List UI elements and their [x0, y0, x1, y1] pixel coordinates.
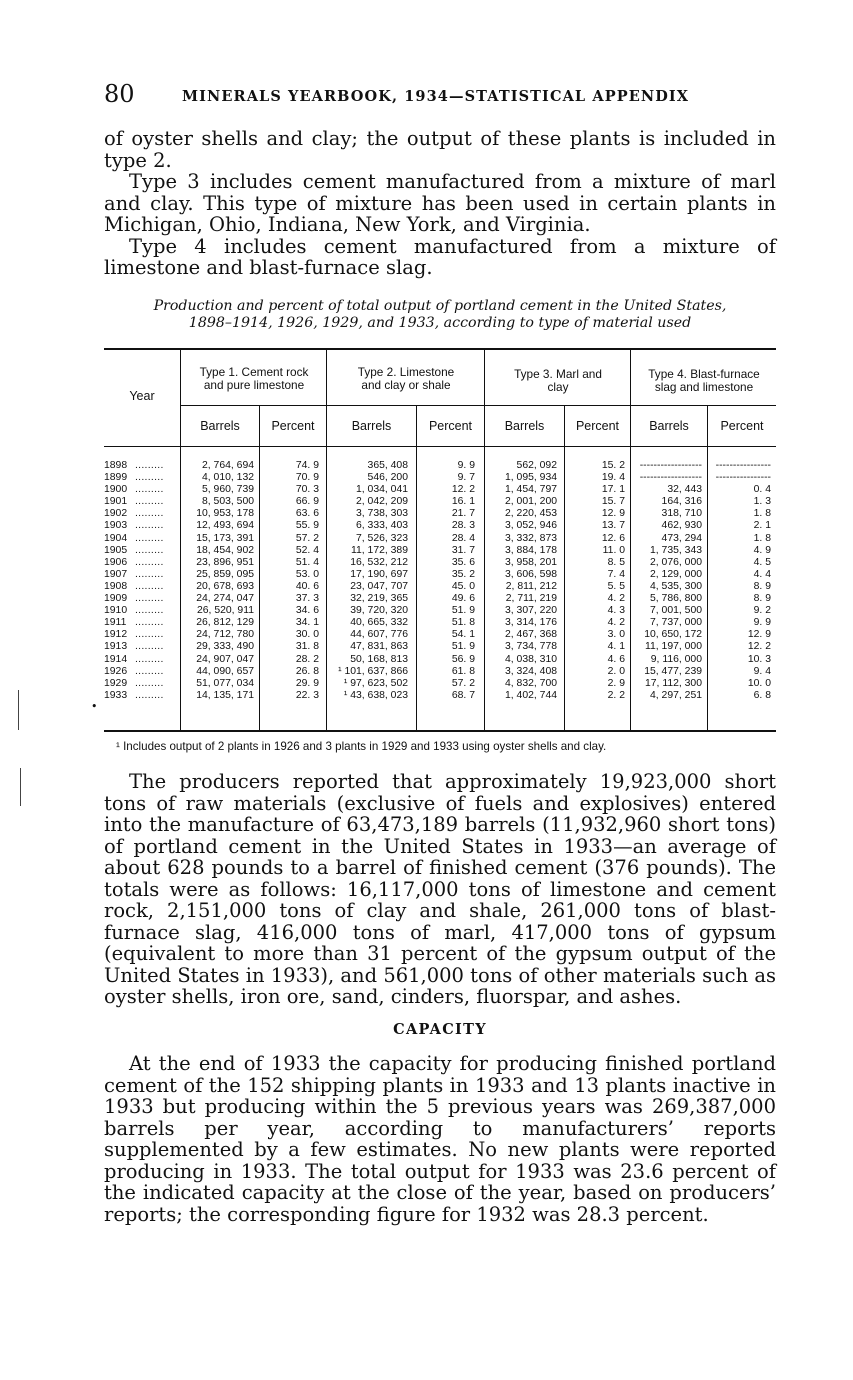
type2-header-line-2: and clay or shale [361, 378, 451, 392]
table-cell: 5, 960, 739 [202, 484, 254, 496]
table-cell: 9. 9 [753, 617, 771, 629]
table-cell: ¹ 101, 637, 866 [338, 665, 408, 677]
type2-percent-column [417, 460, 475, 702]
table-cell: 8, 503, 500 [202, 496, 254, 508]
table-cell: ......... [135, 556, 164, 568]
table-caption [104, 298, 776, 332]
column-rule [484, 348, 485, 731]
table-cell: 4, 010, 132 [202, 472, 254, 484]
table-cell: 9. 9 [457, 460, 475, 471]
table-cell: 3. 0 [607, 629, 625, 641]
subheader-percent: Percent [428, 419, 473, 433]
type4-barrels-column [632, 460, 702, 702]
table-cell: ......... [135, 580, 164, 592]
table-cell: 1, 034, 041 [356, 484, 408, 496]
subheader-percent: Percent [575, 419, 620, 433]
table-cell: 17. 1 [601, 484, 625, 496]
type4-header-line-1: Type 4. Blast-furnace [648, 367, 760, 381]
subheader-barrels: Barrels [200, 419, 240, 433]
table-cell: 4. 2 [607, 617, 625, 629]
table-cell: 29. 9 [295, 677, 319, 689]
table-cell: 5, 786, 800 [650, 593, 702, 605]
table-cell: 54. 1 [451, 629, 475, 641]
table-cell: 1898 [104, 460, 128, 471]
table-cell: 2, 711, 219 [505, 593, 557, 605]
intro-paragraph-2: Type 3 includes cement manufactured from a mixture of marl and clay. This type of mixture has been used in certain plants in Michigan, Ohio, Indiana, New York, and Virginia. [104, 170, 776, 236]
table-cell: 51. 9 [451, 605, 475, 617]
table-cell: ......... [135, 484, 164, 496]
page-number: 80 [104, 80, 135, 108]
table-cell: 23, 047, 707 [350, 580, 408, 592]
table-cell: 1, 402, 744 [505, 689, 557, 701]
table-cell: 26. 8 [295, 665, 319, 677]
table-cell: 2. 9 [607, 677, 625, 689]
subheader-percent: Percent [720, 419, 764, 433]
table-cell: 11, 172, 389 [350, 544, 408, 556]
table-cell: ......... [135, 520, 164, 532]
table-cell: 5. 5 [607, 580, 625, 592]
table-cell: 51. 4 [295, 556, 319, 568]
table-cell: 318, 710 [661, 508, 702, 520]
type3-header-line-2: clay [547, 380, 569, 394]
table-cell: 25, 859, 095 [196, 568, 254, 580]
table-cell: 28. 3 [451, 520, 475, 532]
table-cell: ......... [135, 605, 164, 617]
table-cell: ......... [135, 689, 164, 701]
table-cell: 44, 607, 776 [350, 629, 408, 641]
table-cell: 57. 2 [295, 532, 319, 544]
table-cell: 4. 1 [607, 641, 625, 653]
table-cell: 10. 0 [747, 677, 771, 689]
table-cell: 1899 [104, 472, 128, 484]
table-cell: 18, 454, 902 [196, 544, 254, 556]
table-cell: ......... [135, 532, 164, 544]
table-cell: 9. 4 [753, 665, 771, 677]
table-cell: 10, 650, 172 [644, 629, 702, 641]
table-cell: 462, 930 [661, 520, 702, 532]
table-cell: 1907 [104, 568, 128, 580]
table-cell: 12. 9 [747, 629, 771, 641]
type4-header-line-2: slag and limestone [654, 380, 754, 394]
table-cell: 1913 [104, 641, 128, 653]
table-cell: 2. 0 [607, 665, 625, 677]
table-cell: 4. 6 [607, 653, 625, 665]
intro-paragraph-3: Type 4 includes cement manufactured from a mixture of limestone and blast-furnace slag. [104, 234, 776, 279]
table-cell: 2, 042, 209 [356, 496, 408, 508]
table-cell: 15, 173, 391 [196, 532, 254, 544]
table-cell: 56. 9 [451, 653, 475, 665]
table-cell: 4, 038, 310 [505, 653, 557, 665]
table-cell: 473, 294 [661, 532, 702, 544]
table-cell: ......... [135, 472, 164, 484]
table-cell: 20, 678, 693 [196, 580, 254, 592]
type1-percent-column [261, 460, 319, 702]
type4-header [632, 368, 776, 394]
table-cell: 12. 6 [601, 532, 625, 544]
table-bottom-rule [104, 730, 776, 732]
table-cell: 19. 4 [601, 472, 625, 484]
table-cell: 11. 0 [602, 544, 625, 556]
table-cell: 51, 077, 034 [196, 677, 254, 689]
table-cell: 9, 116, 000 [650, 653, 702, 665]
table-cell: 26, 520, 911 [196, 605, 254, 617]
table-cell: 12. 2 [747, 641, 771, 653]
table-cell: ......... [135, 629, 164, 641]
table-cell: 68. 7 [451, 689, 475, 701]
table-cell: ¹ 97, 623, 502 [343, 677, 408, 689]
table-cell: 8. 5 [607, 556, 625, 568]
table-cell: 2, 001, 200 [505, 496, 557, 508]
table-cell: ......... [135, 641, 164, 653]
type2-barrels-column [326, 460, 408, 702]
table-cell: 3, 314, 176 [505, 617, 557, 629]
type1-header-line-2: and pure limestone [203, 378, 305, 392]
table-cell: 1929 [104, 677, 128, 689]
column-rule [707, 405, 708, 731]
table-cell: 1910 [104, 605, 128, 617]
year-header: Year [129, 389, 155, 403]
table-cell: 4. 2 [607, 593, 625, 605]
table-cell: 1. 8 [753, 508, 771, 520]
table-cell: 63. 6 [295, 508, 319, 520]
table-cell: 1, 735, 343 [650, 544, 702, 556]
table-cell: 1911 [104, 617, 127, 629]
table-cell: 4. 3 [607, 605, 625, 617]
row-marker: • [91, 700, 98, 713]
table-cell: 1904 [104, 532, 128, 544]
materials-text [104, 771, 776, 1008]
table-cell: 164, 316 [661, 496, 702, 508]
table-cell: 1. 3 [753, 496, 771, 508]
table-cell: 12, 493, 694 [196, 520, 254, 532]
table-cell: 51. 9 [451, 641, 475, 653]
table-cell: 4, 297, 251 [650, 689, 702, 701]
table-cell: 55. 9 [295, 520, 319, 532]
table-cell: ......... [135, 460, 164, 471]
table-cell: ¹ 43, 638, 023 [343, 689, 408, 701]
table-cell: 4. 9 [753, 544, 771, 556]
table-cell: 4, 535, 300 [650, 580, 702, 592]
type4-percent-column [709, 460, 771, 702]
type2-header-line-1: Type 2. Limestone [357, 365, 455, 379]
table-cell: 28. 4 [451, 532, 475, 544]
table-cell: 40. 6 [295, 580, 319, 592]
table-cell: ......... [135, 568, 164, 580]
table-cell: 50, 168, 813 [350, 653, 408, 665]
table-cell: 365, 408 [367, 460, 408, 471]
table-cell: 14, 135, 171 [196, 689, 254, 701]
margin-mark [18, 690, 19, 730]
table-top-rule [104, 348, 776, 350]
table-cell: 2, 811, 212 [505, 580, 557, 592]
table-cell: 1926 [104, 665, 128, 677]
table-cell: 1, 454, 797 [505, 484, 557, 496]
table-cell: 3, 324, 408 [505, 665, 557, 677]
table-cell: ------------------ [639, 472, 702, 484]
type1-header [182, 366, 326, 392]
table-cell: 3, 884, 178 [505, 544, 557, 556]
table-cell: ......... [135, 665, 164, 677]
table-cell: ......... [135, 617, 164, 629]
table-caption-line-1: Production and percent of total output of portland cement in the United States, [153, 298, 727, 314]
table-cell: 562, 092 [516, 460, 557, 471]
type1-barrels-column [182, 460, 254, 702]
capacity-text [104, 1053, 776, 1225]
table-cell: 15. 2 [601, 460, 625, 471]
table-cell: 45. 0 [451, 580, 475, 592]
table-cell: 1, 095, 934 [505, 472, 557, 484]
table-cell: 24, 712, 780 [196, 629, 254, 641]
table-cell: 2, 076, 000 [650, 556, 702, 568]
table-cell: 2, 764, 694 [202, 460, 254, 471]
table-cell: 31. 7 [451, 544, 475, 556]
table-cell: 37. 3 [295, 593, 319, 605]
table-cell: 7, 737, 000 [650, 617, 702, 629]
table-cell: 9. 2 [753, 605, 771, 617]
table-cell: 3, 307, 220 [505, 605, 557, 617]
table-caption-line-2: 1898–1914, 1926, 1929, and 1933, according to type of material used [188, 315, 692, 331]
table-footnote: ¹ Includes output of 2 plants in 1926 and 3 plants in 1929 and 1933 using oyster shells and clay. [116, 740, 607, 753]
subheader-barrels: Barrels [351, 419, 392, 433]
table-cell: 1900 [104, 484, 128, 496]
capacity-paragraph: At the end of 1933 the capacity for producing finished portland cement of the 152 shipping plants in 1933 and 13 plants inactive in 1933 but producing within the 5 previous years was 269,387,000 barrels per year, according to manufacturers’ reports supplemented by a few estimates. No new plants were reported producing in 1933. The total output for 1933 was 23.6 percent of the indicated capacity at the close of the year, based on producers’ reports; the corresponding figure for 1932 was 28.3 percent. [104, 1052, 776, 1226]
materials-paragraph: The producers reported that approximately 19,923,000 short tons of raw materials (exclusive of fuels and explosives) entered into the manufacture of 63,473,189 barrels (11,932,960 short tons) of portland cement in the United States in 1933—an average of about 628 pounds to a barrel of finished cement (376 pounds). The totals were as follows: 16,117,000 tons of limestone and cement rock, 2,151,000 tons of clay and shale, 261,000 tons of blast-furnace slag, 416,000 tons of marl, 417,000 tons of gypsum (equivalent to more than 31 percent of the gypsum output of the United States in 1933), and 561,000 tons of other materials such as oyster shells, iron ore, sand, cinders, fluorspar, and ashes. [104, 770, 776, 1008]
table-cell: 1903 [104, 520, 128, 532]
table-cell: 70. 9 [295, 472, 319, 484]
subheader-barrels: Barrels [649, 419, 689, 433]
table-cell: 2, 129, 000 [650, 568, 702, 580]
table-cell: 34. 6 [295, 605, 319, 617]
table-cell: 1. 8 [753, 532, 771, 544]
table-cell: 10, 953, 178 [196, 508, 254, 520]
table-cell: 35. 2 [451, 568, 475, 580]
group-header-rule [180, 405, 776, 406]
table-cell: 2, 467, 368 [505, 629, 557, 641]
table-cell: ------------------ [639, 460, 702, 471]
table-cell: ---------------- [715, 460, 771, 471]
table-cell: 7. 4 [607, 568, 625, 580]
table-cell: 28. 2 [295, 653, 319, 665]
table-cell: 1933 [104, 689, 128, 701]
table-cell: 3, 734, 778 [505, 641, 557, 653]
table-cell: 32, 443 [667, 484, 702, 496]
table-cell: 16. 1 [451, 496, 475, 508]
table-cell: 40, 665, 332 [350, 617, 408, 629]
year-column [104, 460, 138, 702]
table-cell: 12. 2 [451, 484, 475, 496]
table-cell: 11, 197, 000 [644, 641, 702, 653]
table-cell: 3, 606, 598 [505, 568, 557, 580]
type2-header [328, 366, 484, 392]
table-cell: 32, 219, 365 [350, 593, 408, 605]
column-rule [630, 348, 631, 731]
table-cell: 30. 0 [295, 629, 319, 641]
table-cell: 7, 001, 500 [650, 605, 702, 617]
table-cell: 3, 958, 201 [505, 556, 557, 568]
table-cell: 21. 7 [451, 508, 475, 520]
table-cell: 1912 [104, 629, 128, 641]
table-cell: 3, 738, 303 [356, 508, 408, 520]
table-cell: ......... [135, 653, 164, 665]
table-cell: 17, 112, 300 [644, 677, 702, 689]
table-cell: 35. 6 [451, 556, 475, 568]
running-head [104, 80, 776, 110]
table-cell: 51. 8 [451, 617, 475, 629]
table-cell: 15. 7 [601, 496, 625, 508]
subheader-percent: Percent [271, 419, 315, 433]
table-cell: ......... [135, 544, 164, 556]
table-cell: 24, 274, 047 [196, 593, 254, 605]
table-cell: 12. 9 [601, 508, 625, 520]
table-cell: 23, 896, 951 [196, 556, 254, 568]
table-cell: 4. 5 [753, 556, 771, 568]
subheader-barrels: Barrels [504, 419, 545, 433]
column-rule [180, 348, 181, 731]
table-cell: 10. 3 [747, 653, 771, 665]
table-cell: 1914 [104, 653, 128, 665]
table-cell: 0. 4 [753, 484, 771, 496]
table-cell: 546, 200 [367, 472, 408, 484]
table-cell: 1908 [104, 580, 128, 592]
table-cell: 47, 831, 863 [350, 641, 408, 653]
margin-mark [20, 768, 21, 806]
table-cell: 6, 333, 403 [356, 520, 408, 532]
table-cell: 70. 3 [295, 484, 319, 496]
table-cell: 24, 907, 047 [196, 653, 254, 665]
table-cell: 34. 1 [295, 617, 319, 629]
table-cell: 49. 6 [451, 593, 475, 605]
type3-header-line-1: Type 3. Marl and [514, 367, 602, 381]
table-cell: ......... [135, 496, 164, 508]
table-cell: 44, 090, 657 [196, 665, 254, 677]
column-rule [259, 405, 260, 731]
table-cell: 4, 832, 700 [505, 677, 557, 689]
table-cell: 9. 7 [457, 472, 475, 484]
table-cell: 2. 1 [753, 520, 771, 532]
table-cell: 17, 190, 697 [350, 568, 408, 580]
table-cell: 1901 [104, 496, 128, 508]
capacity-heading: CAPACITY [393, 1021, 487, 1038]
table-cell: 2. 2 [607, 689, 625, 701]
table-cell: 6. 8 [753, 689, 771, 701]
table-cell: 66. 9 [295, 496, 319, 508]
table-cell: 52. 4 [295, 544, 319, 556]
intro-paragraph-1: of oyster shells and clay; the output of these plants is included in type 2. [104, 127, 776, 172]
table-cell: 26, 812, 129 [196, 617, 254, 629]
table-cell: ---------------- [715, 472, 771, 484]
type1-header-line-1: Type 1. Cement rock [199, 365, 309, 379]
table-cell: ......... [135, 677, 164, 689]
table-cell: ......... [135, 593, 164, 605]
table-cell: 39, 720, 320 [350, 605, 408, 617]
type3-barrels-column [486, 460, 557, 702]
table-cell: 74. 9 [295, 460, 319, 471]
table-cell: 53. 0 [295, 568, 319, 580]
table-cell: 61. 8 [451, 665, 475, 677]
table-cell: 4. 4 [753, 568, 771, 580]
table-cell: 31. 8 [295, 641, 319, 653]
table-cell: 1909 [104, 593, 128, 605]
table-cell: 8. 9 [753, 580, 771, 592]
subheader-rule [104, 446, 776, 447]
production-table [104, 348, 776, 732]
table-cell: ......... [135, 508, 164, 520]
table-cell: 1902 [104, 508, 128, 520]
table-cell: 15, 477, 239 [644, 665, 702, 677]
type3-percent-column [565, 460, 625, 702]
table-cell: 22. 3 [295, 689, 319, 701]
table-cell: 2, 220, 453 [505, 508, 557, 520]
leader-column [135, 460, 180, 702]
intro-text [104, 128, 776, 279]
table-cell: 3, 332, 873 [505, 532, 557, 544]
table-cell: 29, 333, 490 [196, 641, 254, 653]
table-cell: 7, 526, 323 [356, 532, 408, 544]
table-cell: 8. 9 [753, 593, 771, 605]
table-cell: 13. 7 [601, 520, 625, 532]
type3-header [486, 368, 630, 394]
table-cell: 57. 2 [451, 677, 475, 689]
table-cell: 3, 052, 946 [505, 520, 557, 532]
running-head-title: MINERALS YEARBOOK, 1934—STATISTICAL APPENDIX [182, 88, 690, 105]
table-cell: 16, 532, 212 [350, 556, 408, 568]
table-cell: 1906 [104, 556, 128, 568]
table-cell: 1905 [104, 544, 128, 556]
